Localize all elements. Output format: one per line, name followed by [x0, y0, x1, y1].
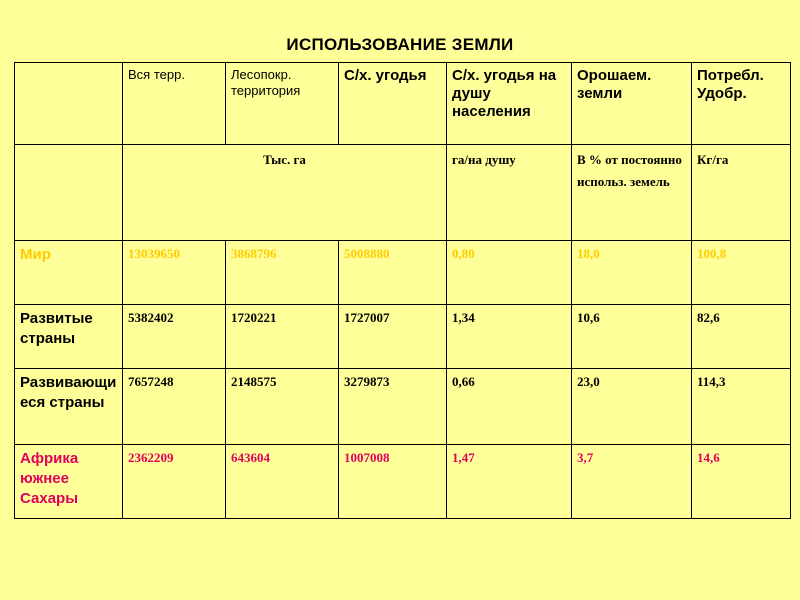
units-row [15, 145, 791, 241]
cell-agri-per-capita: 1,34 [447, 305, 572, 369]
header-row [15, 63, 791, 145]
table-row-developed [15, 305, 791, 369]
cell-fertilizer-use: 14,6 [692, 445, 791, 519]
header-forest-area: Лесопокр. территория [226, 63, 339, 145]
cell-agricultural-land: 1727007 [339, 305, 447, 369]
units-corner-cell [15, 145, 123, 241]
cell-irrigated-land: 18,0 [572, 241, 692, 305]
cell-fertilizer-use: 100,8 [692, 241, 791, 305]
cell-total-area: 5382402 [123, 305, 226, 369]
cell-forest-area: 643604 [226, 445, 339, 519]
header-total-area: Вся терр. [123, 63, 226, 145]
cell-agricultural-land: 1007008 [339, 445, 447, 519]
cell-agri-per-capita: 0,66 [447, 369, 572, 445]
cell-agricultural-land: 5008880 [339, 241, 447, 305]
row-label: Африка южнее Сахары [15, 445, 123, 519]
cell-fertilizer-use: 114,3 [692, 369, 791, 445]
header-agri-per-capita: С/х. угодья на душу населения [447, 63, 572, 145]
unit-ha-per-capita: га/на душу [447, 145, 572, 241]
cell-total-area: 2362209 [123, 445, 226, 519]
row-label: Развивающиеся страны [15, 369, 123, 445]
table-row-developing [15, 369, 791, 445]
unit-kg-per-ha: Кг/га [692, 145, 791, 241]
unit-percent-of-land: В % от постоянно использ. земель [572, 145, 692, 241]
cell-total-area: 7657248 [123, 369, 226, 445]
header-corner-cell [15, 63, 123, 145]
header-agricultural-land: С/х. угодья [339, 63, 447, 145]
cell-agri-per-capita: 0,80 [447, 241, 572, 305]
header-fertilizer-use: Потребл. Удобр. [692, 63, 791, 145]
land-use-table [14, 62, 791, 519]
cell-irrigated-land: 10,6 [572, 305, 692, 369]
cell-forest-area: 1720221 [226, 305, 339, 369]
cell-irrigated-land: 3,7 [572, 445, 692, 519]
cell-agri-per-capita: 1,47 [447, 445, 572, 519]
unit-thousand-ha: Тыс. га [123, 145, 447, 241]
row-label: Развитые страны [15, 305, 123, 369]
cell-total-area: 13039650 [123, 241, 226, 305]
cell-agricultural-land: 3279873 [339, 369, 447, 445]
cell-fertilizer-use: 82,6 [692, 305, 791, 369]
page-title: ИСПОЛЬЗОВАНИЕ ЗЕМЛИ [286, 35, 514, 54]
table-row-world [15, 241, 791, 305]
header-irrigated-land: Орошаем. земли [572, 63, 692, 145]
cell-irrigated-land: 23,0 [572, 369, 692, 445]
table-row-africa [15, 445, 791, 519]
cell-forest-area: 2148575 [226, 369, 339, 445]
row-label: Мир [15, 241, 123, 305]
cell-forest-area: 3868796 [226, 241, 339, 305]
